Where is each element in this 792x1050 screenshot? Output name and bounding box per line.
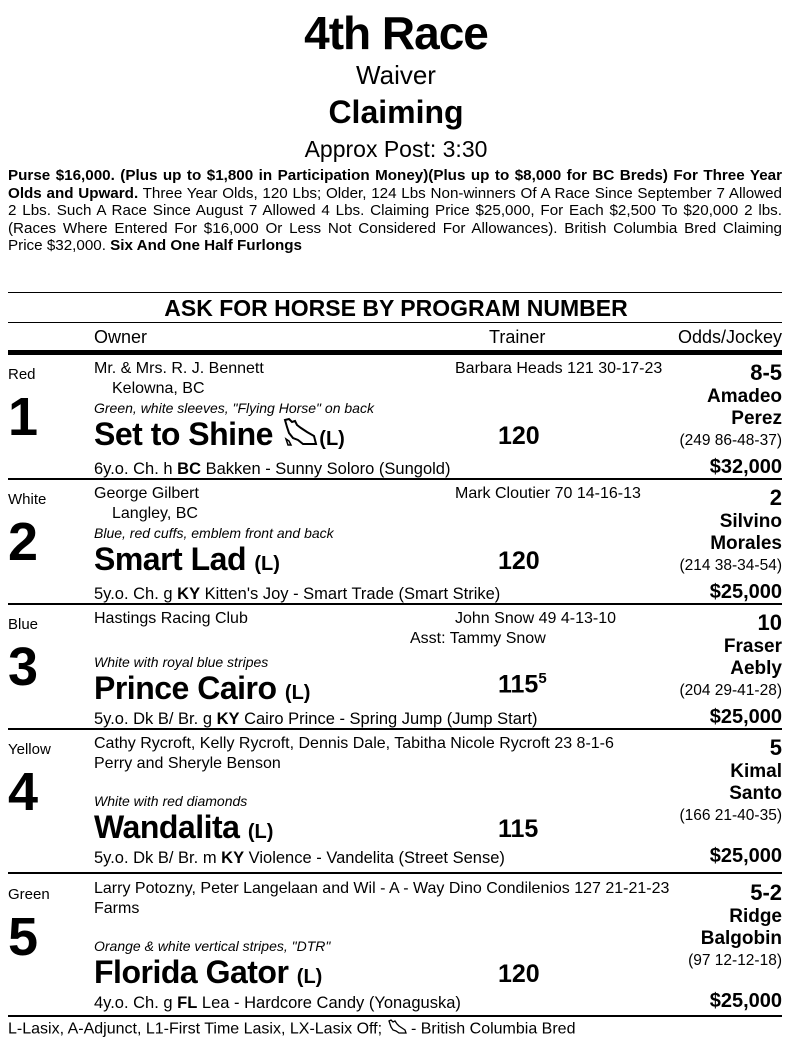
claiming-price: $32,000 — [709, 456, 782, 478]
weight-value: 120 — [498, 547, 540, 575]
claiming-price: $25,000 — [709, 581, 782, 603]
horse-name — [94, 954, 322, 991]
pedigree — [94, 460, 450, 479]
jockey-first-name: Silvino — [719, 511, 782, 532]
jockey-stats: (166 21-40-35) — [679, 807, 782, 824]
claiming-price: $25,000 — [709, 845, 782, 867]
jockey-last-name: Santo — [729, 783, 782, 804]
jockey-last-name: Aebly — [730, 658, 782, 679]
entry-divider — [8, 603, 782, 605]
weight — [498, 547, 540, 576]
horse-name — [94, 809, 273, 846]
weight — [498, 422, 540, 451]
horse-name — [94, 416, 345, 457]
jockey-stats: (214 38-34-54) — [679, 557, 782, 574]
claiming-price: $25,000 — [709, 706, 782, 728]
legend — [8, 1019, 575, 1040]
weight — [498, 960, 540, 989]
pedigree — [94, 710, 538, 729]
trainer: John Snow 49 4-13-10 — [455, 610, 616, 627]
owner: Mr. & Mrs. R. J. Bennett — [94, 360, 264, 377]
conditions-text: Three Year Olds, 120 Lbs; Older, 124 Lbs Non-winners Of A Race Since September 7 Allowed 2 Lbs. Such A Race Since August 7 Allowed 4 Lbs. Claiming Price $25,000, For Each $2,500 To $20,000 2 lbs. (Races Where Entered For $16,000 Or Less Not Considered For Allowances). British Columbia Bred Claiming Price $32,000. — [8, 184, 783, 255]
horse-name — [94, 670, 310, 707]
race-class: Claiming — [328, 94, 464, 130]
morning-line-odds: 5-2 — [750, 880, 782, 905]
saddle-color: White — [8, 491, 47, 508]
program-number: 2 — [8, 512, 39, 572]
owner: Larry Potozny, Peter Langelaan and Wil - A - Way Dino Condilenios 127 21-21-23 — [94, 880, 670, 897]
medication: (L) — [254, 553, 280, 575]
silks-description: White with red diamonds — [94, 793, 248, 809]
purse-text: Purse $16,000. (Plus up to $1,800 in Participation Money)(Plus up to $8,000 for BC Breds) For Three Year Olds and Upward. — [8, 167, 782, 202]
jockey-first-name: Amadeo — [707, 386, 782, 407]
claiming-price: $25,000 — [709, 990, 782, 1012]
weight-value: 115 — [498, 670, 539, 699]
col-trainer: Trainer — [489, 327, 546, 347]
entry-2 — [0, 481, 792, 609]
age-sex: 5y.o. Dk B/ Br. g — [94, 710, 217, 728]
divider — [8, 292, 782, 293]
weight — [498, 815, 538, 844]
morning-line-odds: 10 — [757, 610, 782, 635]
pedigree — [94, 849, 505, 868]
entry-divider — [8, 1015, 782, 1017]
trainer: Barbara Heads 121 30-17-23 — [455, 360, 663, 377]
horse-name-text: Smart Lad — [94, 541, 246, 577]
col-owner: Owner — [94, 327, 148, 347]
program-number: 1 — [8, 387, 39, 447]
saddle-color: Yellow — [8, 741, 51, 758]
bred-state: KY — [221, 849, 245, 867]
bred-state: KY — [177, 585, 201, 603]
horse-name-text: Set to Shine — [94, 416, 273, 452]
entry-5 — [0, 876, 792, 1018]
distance-text: Six And One Half Furlongs — [110, 237, 302, 255]
silks-description: White with royal blue stripes — [94, 654, 269, 670]
silks-description: Orange & white vertical stripes, "DTR" — [94, 938, 331, 954]
horse-name-text: Florida Gator — [94, 954, 289, 990]
age-sex: 6y.o. Ch. h — [94, 460, 178, 478]
entry-1 — [0, 356, 792, 484]
horse-name-text: Wandalita — [94, 809, 240, 845]
weight-value: 115 — [498, 815, 539, 843]
program-number: 4 — [8, 762, 39, 822]
owner: Cathy Rycroft, Kelly Rycroft, Dennis Dale, Tabitha Nicole Rycroft 23 8-1-6 — [94, 735, 614, 752]
entry-divider — [8, 872, 782, 874]
medication: (L) — [319, 428, 345, 450]
race-title: 4th Race — [304, 7, 488, 59]
bred-state: KY — [216, 710, 240, 728]
owner-location: Kelowna, BC — [112, 380, 205, 397]
jockey-first-name: Fraser — [723, 636, 782, 657]
age-sex: 5y.o. Ch. g — [94, 585, 178, 603]
program-banner: ASK FOR HORSE BY PROGRAM NUMBER — [164, 295, 628, 321]
assistant-trainer: Asst: Tammy Snow — [410, 630, 546, 647]
entry-4 — [0, 731, 792, 873]
morning-line-odds: 8-5 — [750, 360, 782, 385]
sire-dam: Kitten's Joy - Smart Trade (Smart Strike) — [200, 585, 501, 603]
morning-line-odds: 2 — [769, 485, 782, 510]
legend-text: - British Columbia Bred — [406, 1020, 576, 1038]
saddle-color: Green — [8, 886, 50, 903]
entry-divider — [8, 478, 782, 480]
horse-name-text: Prince Cairo — [94, 670, 277, 706]
owner-location: Farms — [94, 900, 140, 917]
saddle-color: Blue — [8, 616, 39, 633]
post-time: Approx Post: 3:30 — [304, 136, 488, 162]
morning-line-odds: 5 — [769, 735, 782, 760]
pedigree — [94, 994, 461, 1013]
sire-dam: Lea - Hardcore Candy (Yonaguska) — [197, 994, 461, 1012]
medication: (L) — [247, 821, 274, 843]
jockey-stats: (97 12-12-18) — [688, 952, 782, 969]
owner: Hastings Racing Club — [94, 610, 248, 627]
bred-state: FL — [177, 994, 198, 1012]
bred-state: BC — [177, 460, 201, 478]
race-conditions — [8, 167, 782, 255]
bc-province-icon — [387, 1019, 407, 1040]
legend-text: L-Lasix, A-Adjunct, L1-First Time Lasix, LX-Lasix Off; — [8, 1020, 387, 1038]
medication: (L) — [296, 966, 323, 988]
sire-dam: Violence - Vandelita (Street Sense) — [244, 849, 505, 867]
program-number: 3 — [8, 637, 39, 697]
entry-divider — [8, 728, 782, 730]
jockey-last-name: Balgobin — [700, 928, 782, 949]
owner-location: Perry and Sheryle Benson — [94, 755, 281, 772]
race-type: Waiver — [356, 60, 436, 90]
trainer: Mark Cloutier 70 14-16-13 — [455, 485, 641, 502]
weight-value: 120 — [498, 422, 540, 450]
horse-name — [94, 541, 280, 578]
jockey-last-name: Morales — [710, 533, 782, 554]
jockey-first-name: Ridge — [729, 906, 782, 927]
entry-3 — [0, 606, 792, 734]
divider — [8, 322, 782, 323]
owner-location: Langley, BC — [112, 505, 198, 522]
age-sex: 5y.o. Dk B/ Br. m — [94, 849, 222, 867]
silks-description: Blue, red cuffs, emblem front and back — [94, 525, 334, 541]
weight-value: 120 — [498, 960, 540, 988]
jockey-stats: (249 86-48-37) — [679, 432, 782, 449]
apprentice-allowance: 5 — [538, 670, 547, 687]
thick-divider — [8, 350, 782, 355]
program-number: 5 — [8, 907, 39, 967]
owner: George Gilbert — [94, 485, 199, 502]
jockey-stats: (204 29-41-28) — [679, 682, 782, 699]
pedigree — [94, 585, 500, 604]
jockey-last-name: Perez — [731, 408, 782, 429]
weight — [498, 670, 547, 699]
saddle-color: Red — [8, 366, 36, 383]
col-odds-jockey: Odds/Jockey — [677, 327, 782, 347]
medication: (L) — [284, 682, 311, 704]
bc-province-icon — [281, 417, 319, 457]
age-sex: 4y.o. Ch. g — [94, 994, 178, 1012]
silks-description: Green, white sleeves, "Flying Horse" on back — [94, 400, 374, 416]
sire-dam: Cairo Prince - Spring Jump (Jump Start) — [239, 710, 538, 728]
sire-dam: Bakken - Sunny Soloro (Sungold) — [201, 460, 451, 478]
jockey-first-name: Kimal — [730, 761, 782, 782]
